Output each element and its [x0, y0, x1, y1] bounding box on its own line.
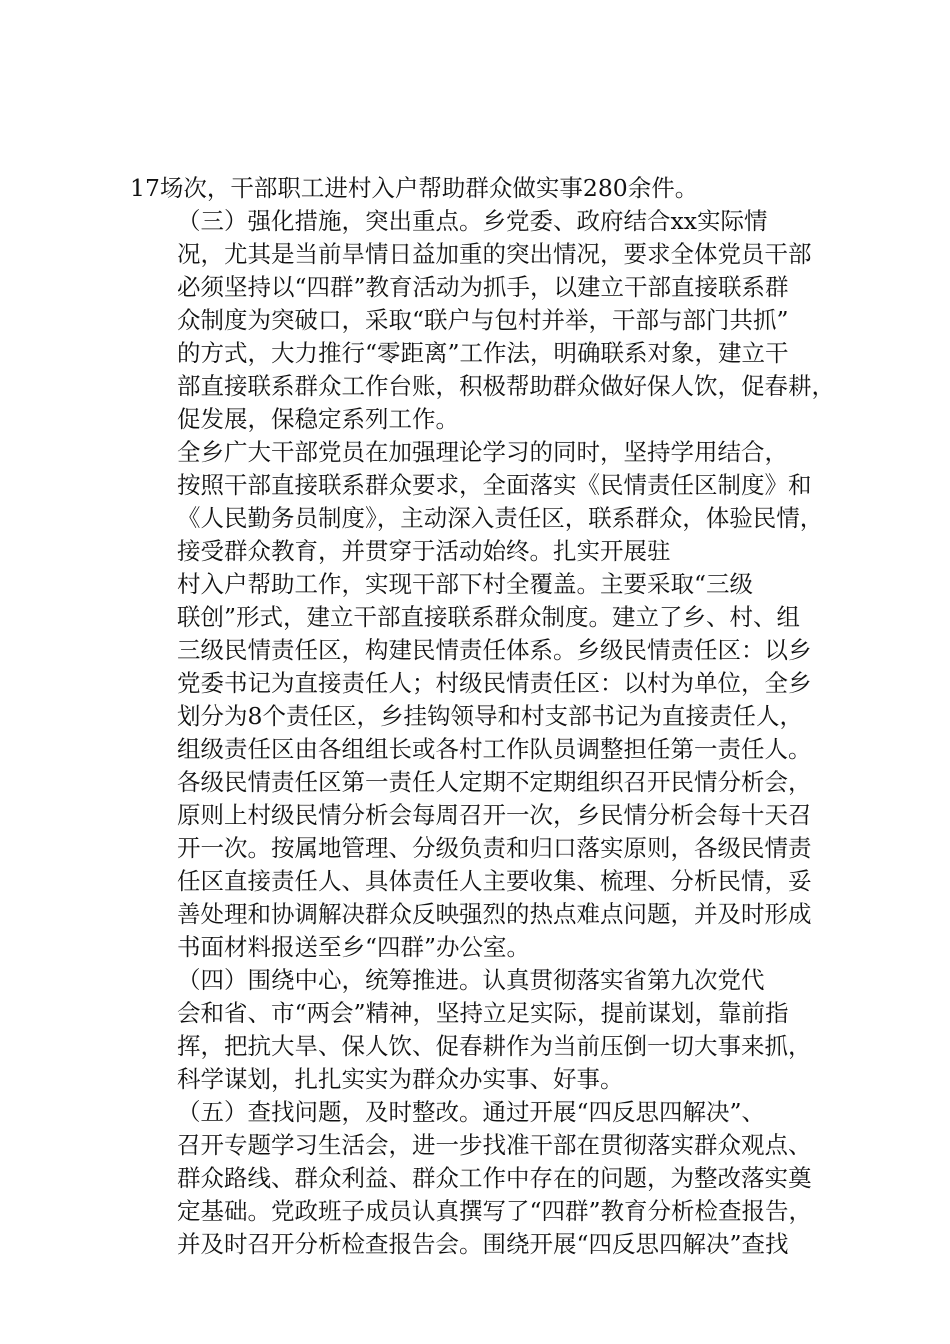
text-line: 村入户帮助工作，实现干部下村全覆盖。主要采取“三级	[177, 570, 754, 598]
text-line: 书面材料报送至乡“四群”办公室。	[177, 933, 531, 961]
text-line: 并及时召开分析检查报告会。围绕开展“四反思四解决”查找	[177, 1230, 789, 1258]
text-line: 开一次。按属地管理、分级负责和归口落实原则，各级民情责	[177, 834, 812, 862]
text-line: （四）围绕中心，统筹推进。认真贯彻落实省第九次党代	[177, 966, 765, 994]
text-line: 群众路线、群众利益、群众工作中存在的问题，为整改落实奠	[177, 1164, 812, 1192]
text-line: 《人民勤务员制度》，主动深入责任区，联系群众，体验民情，	[177, 504, 824, 532]
text-line: 众制度为突破口，采取“联户与包村并举，干部与部门共抓”	[177, 306, 789, 334]
text-line: 召开专题学习生活会，进一步找准干部在贯彻落实群众观点、	[177, 1131, 812, 1159]
text-line: 原则上村级民情分析会每周召开一次，乡民情分析会每十天召	[177, 801, 812, 829]
text-line: （五）查找问题，及时整改。通过开展“四反思四解决”、	[177, 1098, 766, 1126]
text-line: 科学谋划，扎扎实实为群众办实事、好事。	[177, 1065, 624, 1093]
text-line: 的方式，大力推行“零距离”工作法，明确联系对象，建立干	[177, 339, 789, 367]
text-line: 会和省、市“两会”精神，坚持立足实际，提前谋划，靠前指	[177, 999, 789, 1027]
paragraph	[130, 1096, 830, 1261]
paragraph	[130, 964, 830, 1096]
text-line: 部直接联系群众工作台账，积极帮助群众做好保人饮，促春耕，	[177, 372, 835, 400]
paragraph	[130, 436, 830, 568]
text-line: 况，尤其是当前旱情日益加重的突出情况，要求全体党员干部	[177, 240, 812, 268]
paragraph	[130, 568, 830, 964]
text-line: 挥，把抗大旱、保人饮、促春耕作为当前压倒一切大事来抓，	[177, 1032, 812, 1060]
text-line: 各级民情责任区第一责任人定期不定期组织召开民情分析会，	[177, 768, 812, 796]
text-line: 定基础。党政班子成员认真撰写了“四群”教育分析检查报告，	[177, 1197, 813, 1225]
text-line: 17场次，干部职工进村入户帮助群众做实事280余件。	[130, 174, 699, 202]
document-body	[130, 172, 835, 1261]
paragraph	[130, 172, 830, 205]
text-line: 按照干部直接联系群众要求，全面落实《民情责任区制度》和	[177, 471, 812, 499]
text-line: 必须坚持以“四群”教育活动为抓手，以建立干部直接联系群	[177, 273, 789, 301]
text-line: 联创”形式，建立干部直接联系群众制度。建立了乡、村、组	[177, 603, 801, 631]
text-line: 促发展，保稳定系列工作。	[177, 405, 459, 433]
text-line: 善处理和协调解决群众反映强烈的热点难点问题，并及时形成	[177, 900, 812, 928]
text-line: （三）强化措施，突出重点。乡党委、政府结合xx实际情	[177, 207, 768, 235]
text-line: 党委书记为直接责任人；村级民情责任区：以村为单位，全乡	[177, 669, 812, 697]
paragraph	[130, 205, 835, 436]
text-line: 三级民情责任区，构建民情责任体系。乡级民情责任区：以乡	[177, 636, 812, 664]
text-line: 任区直接责任人、具体责任人主要收集、梳理、分析民情，妥	[177, 867, 812, 895]
text-line: 接受群众教育，并贯穿于活动始终。扎实开展驻	[177, 537, 671, 565]
text-line: 全乡广大干部党员在加强理论学习的同时，坚持学用结合，	[177, 438, 788, 466]
text-line: 组级责任区由各组组长或各村工作队员调整担任第一责任人。	[177, 735, 812, 763]
text-line: 划分为8个责任区，乡挂钩领导和村支部书记为直接责任人，	[177, 702, 803, 730]
